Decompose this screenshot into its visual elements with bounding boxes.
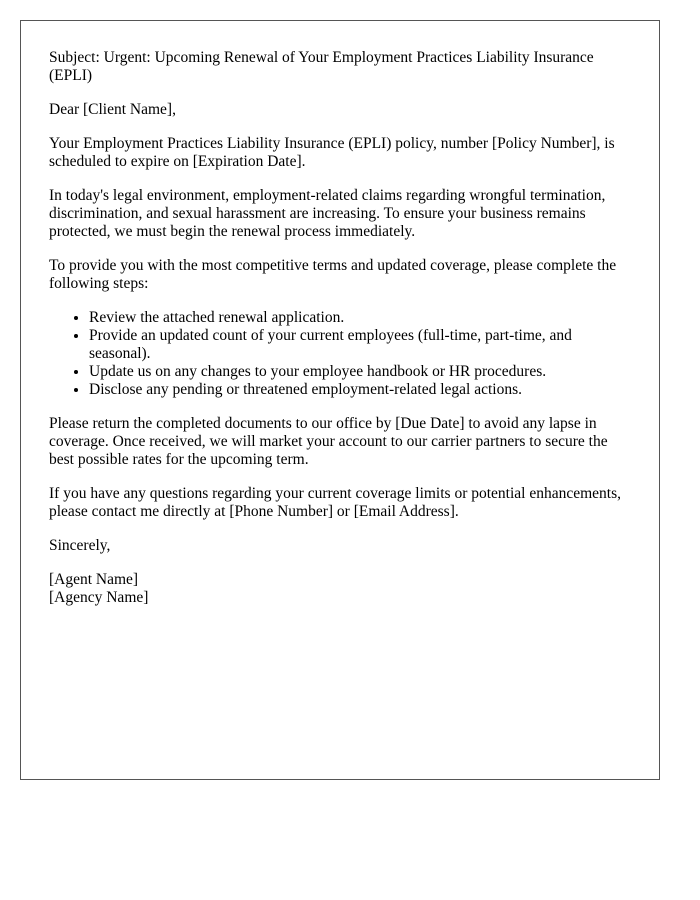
- letter-subject: Subject: Urgent: Upcoming Renewal of Your Employment Practices Liability Insurance (EPLI): [49, 49, 594, 84]
- letter-paragraph-steps-intro: To provide you with the most competitive terms and updated coverage, please complete the following steps:: [49, 257, 617, 292]
- renewal-step: • Review the attached renewal application.: [89, 309, 631, 327]
- letter-salutation: Dear [Client Name],: [49, 101, 176, 118]
- letter-page: [20, 20, 660, 780]
- renewal-steps-list: [49, 309, 631, 399]
- renewal-step: • Provide an updated count of your current employees (full-time, part-time, and seasonal).: [89, 327, 631, 363]
- letter-paragraph-contact: If you have any questions regarding your current coverage limits or potential enhancements, please contact me directly at [Phone Number] or [Email Address].: [49, 485, 622, 520]
- agency-name: [Agency Name]: [49, 589, 149, 606]
- renewal-step: • Disclose any pending or threatened employment-related legal actions.: [89, 381, 631, 399]
- letter-closing: Sincerely,: [49, 537, 111, 554]
- letter-paragraph-environment: In today's legal environment, employment-related claims regarding wrongful termination, discrimination, and sexual harassment are increasing. To ensure your business remains protected, we must begin the renewal process immediately.: [49, 187, 606, 240]
- letter-paragraph-policy: Your Employment Practices Liability Insurance (EPLI) policy, number [Policy Number], is scheduled to expire on [Expiration Date].: [49, 135, 615, 170]
- agent-name: [Agent Name]: [49, 571, 139, 588]
- renewal-step: • Update us on any changes to your employee handbook or HR procedures.: [89, 363, 631, 381]
- letter-paragraph-return: Please return the completed documents to our office by [Due Date] to avoid any lapse in coverage. Once received, we will market your account to our carrier partners to secure the best possible rates for the upcoming term.: [49, 415, 608, 468]
- signature-block: [49, 571, 631, 607]
